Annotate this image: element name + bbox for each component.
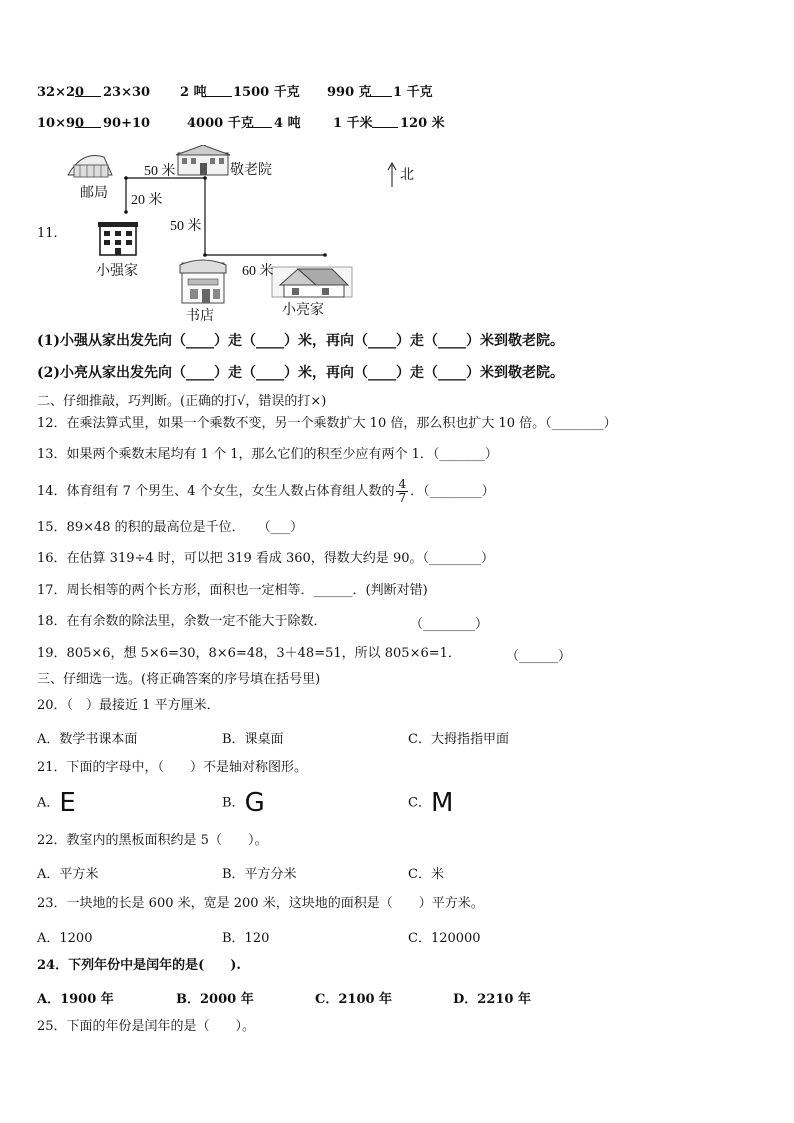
q20-option-c[interactable]: C．大拇指指甲面: [408, 732, 509, 747]
q19: 19．805×6，想 5×6=30，8×6=48，3＋48=51，所以 805×6=1．: [37, 646, 461, 661]
option-label: B．: [222, 795, 245, 811]
compare-item: 1500 千克: [233, 85, 300, 100]
q15: 15．89×48 的积的最高位是千位． （___）: [37, 520, 304, 535]
q22-option-c[interactable]: C．米: [408, 867, 444, 882]
q23-option-c[interactable]: C．120000: [408, 931, 481, 946]
q14-text: 14．体育组有 7 个男生、4 个女生，女生人数占体育组人数的: [37, 484, 395, 499]
letter-m: M: [430, 788, 454, 818]
q11-map: [60, 145, 380, 325]
compare-item: 32×20: [37, 85, 85, 100]
label-xiaoliang-home: 小亮家: [282, 302, 324, 318]
q22-option-a[interactable]: A．平方米: [37, 867, 99, 882]
q13: 13．如果两个乘数末尾均有 1 个 1，那么它们的积至少应有两个 1．（_______）: [37, 447, 498, 462]
q11-sub1: (1)小强从家出发先向（____）走（____）米，再向（____）走（____）米到敬老院。: [37, 333, 564, 349]
distance-label: 20 米: [131, 193, 163, 208]
distance-label: 50 米: [144, 164, 176, 179]
q21: 21．下面的字母中，（ ）不是轴对称图形。: [37, 760, 308, 775]
compare-item: 1 千克: [393, 85, 433, 100]
q11-number: 11.: [37, 226, 58, 241]
compare-item: 1 千米: [333, 116, 373, 131]
q20-option-a[interactable]: A．数学书课本面: [37, 732, 138, 747]
q18-answer-blank[interactable]: （________）: [410, 617, 489, 632]
q20: 20．（ ）最接近 1 平方厘米．: [37, 698, 220, 713]
q11-sub2: (2)小亮从家出发先向（____）走（____）米，再向（____）走（____）米到敬老院。: [37, 365, 564, 381]
q21-option-c[interactable]: [408, 788, 453, 818]
q21-option-b[interactable]: [222, 788, 265, 818]
q21-option-a[interactable]: [37, 788, 76, 818]
distance-label: 50 米: [170, 219, 202, 234]
q23: 23．一块地的长是 600 米，宽是 200 米，这块地的面积是（ ）平方米。: [37, 896, 484, 911]
fraction-denominator: 7: [398, 491, 407, 505]
q22: 22．教室内的黑板面积约是 5（ ）。: [37, 833, 268, 848]
nursing-home-icon: [176, 145, 230, 175]
q14-tail: ．（________）: [410, 484, 495, 499]
q17: 17．周长相等的两个长方形，面积也一定相等．______．(判断对错): [37, 583, 428, 598]
distance-label: 60 米: [242, 264, 274, 279]
q24-option-c[interactable]: C．2100 年: [315, 992, 393, 1007]
north-arrow-icon: [385, 162, 399, 188]
label-xiaoqiang-home: 小强家: [96, 263, 138, 279]
q16: 16．在估算 319÷4 时，可以把 319 看成 360，得数大约是 90。（________）: [37, 551, 494, 566]
q24-option-a[interactable]: A．1900 年: [37, 992, 114, 1007]
label-nursing-home: 敬老院: [230, 162, 272, 178]
compare-row-2: [37, 115, 737, 133]
post-office-icon: [68, 155, 112, 177]
q25: 25．下面的年份是闰年的是（ ）。: [37, 1019, 256, 1034]
compare-item: 4 吨: [274, 116, 301, 131]
section3-heading: 三、仔细选一选。(将正确答案的序号填在括号里): [37, 672, 321, 687]
q23-option-a[interactable]: A．1200: [37, 931, 93, 946]
q22-option-b[interactable]: B．平方分米: [222, 867, 297, 882]
label-north: 北: [400, 167, 414, 183]
section2-heading: 二、仔细推敲，巧判断。(正确的打√，错误的打×): [37, 394, 327, 409]
option-label: A．: [37, 795, 60, 811]
q14: [37, 476, 495, 510]
q20-option-b[interactable]: B．课桌面: [222, 732, 284, 747]
label-bookstore: 书店: [186, 308, 214, 324]
compare-item: 90+10: [103, 116, 151, 131]
compare-item: 990 克: [327, 85, 372, 100]
q23-option-b[interactable]: B．120: [222, 931, 270, 946]
label-post-office: 邮局: [80, 185, 108, 201]
q18: 18．在有余数的除法里，余数一定不能大于除数．: [37, 614, 327, 629]
q12: 12．在乘法算式里，如果一个乘数不变，另一个乘数扩大 10 倍，那么积也扩大 10 倍。（________）: [37, 416, 617, 431]
q24: 24．下列年份中是闰年的是( ).: [37, 958, 241, 973]
q24-option-b[interactable]: B．2000 年: [176, 992, 254, 1007]
compare-row-1: [37, 84, 737, 102]
xiaoqiang-home-icon: [98, 222, 138, 255]
compare-item: 120 米: [400, 116, 445, 131]
q24-option-d[interactable]: D．2210 年: [453, 992, 531, 1007]
fraction: [396, 478, 408, 505]
fraction-numerator: 4: [398, 477, 407, 491]
letter-g: G: [244, 788, 265, 818]
compare-item: 4000 千克: [187, 116, 254, 131]
compare-item: 2 吨: [180, 85, 207, 100]
xiaoliang-home-icon: [272, 267, 352, 297]
letter-e: E: [59, 788, 76, 818]
option-label: C．: [408, 795, 431, 811]
q19-answer-blank[interactable]: （______）: [506, 649, 572, 664]
compare-item: 10×90: [37, 116, 85, 131]
map-route-lines: [60, 145, 380, 325]
bookstore-icon: [180, 260, 226, 303]
compare-item: 23×30: [103, 85, 151, 100]
